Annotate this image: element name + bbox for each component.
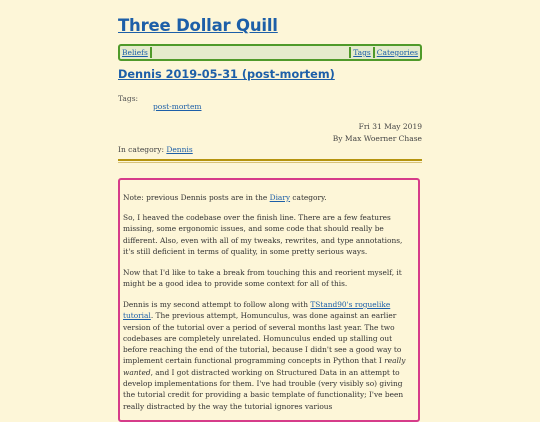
nav-separator: [150, 47, 152, 58]
nav-link-beliefs[interactable]: Beliefs: [122, 48, 148, 57]
article-text: Note: previous Dennis posts are in the: [123, 193, 270, 202]
category-prefix: In category:: [118, 145, 164, 154]
site-title-link[interactable]: Three Dollar Quill: [118, 16, 278, 35]
article-body: [118, 178, 420, 422]
nav-link-categories[interactable]: Categories: [376, 48, 418, 57]
category-line: [118, 145, 193, 154]
post-title-link[interactable]: Dennis 2019-05-31 (post-mortem): [118, 68, 335, 81]
post-author: By Max Woerner Chase: [332, 134, 422, 143]
nav-bar: [118, 44, 422, 61]
post-date: Fri 31 May 2019: [358, 122, 422, 131]
divider-thin: [118, 162, 422, 163]
article-text: Dennis is my second attempt to follow along with: [123, 300, 311, 309]
article-paragraph: [120, 192, 418, 203]
tags-label: Tags:: [118, 94, 139, 103]
tag-link-post-mortem[interactable]: post-mortem: [153, 102, 202, 111]
category-link-dennis[interactable]: Dennis: [166, 145, 193, 154]
article-text: category.: [290, 193, 327, 202]
diary-category-link[interactable]: Diary: [269, 193, 291, 202]
article-paragraph: Now that I'd like to take a break from touching this and reorient myself, it might be a good idea to provide some context for all of this.: [123, 268, 402, 289]
article-emphasis: really wanted: [123, 356, 406, 377]
article-text: . The previous attempt, Homunculus, was done against an earlier version of the tutorial over a period of several months last year. The two codebases are completely unrelated. Homunculus ended up stalling out before reaching the end of the tutorial, because I didn't see a good way to implement certain functional programming concepts in Python that I: [123, 311, 402, 366]
nav-link-tags[interactable]: Tags: [353, 48, 371, 57]
divider: [118, 159, 422, 161]
article-paragraph: So, I heaved the codebase over the finish line. There are a few features missing, some ergonomic issues, and some code that should really be different. Also, even with all of my tweaks, rewrites, and type annotations, it's still deficient in terms of quality, in some pretty serious ways.: [123, 213, 403, 256]
article-text: , and I got distracted working on Structured Data in an attempt to develop implementations for them. I've had trouble (very visibly so) giving the tutorial credit for providing a basic template of functionality; I've been really distracted by the way the tutorial ignores various: [123, 367, 404, 411]
article-paragraph: [120, 299, 418, 412]
tutorial-link[interactable]: TStand90's roguelike tutorial: [123, 300, 391, 321]
